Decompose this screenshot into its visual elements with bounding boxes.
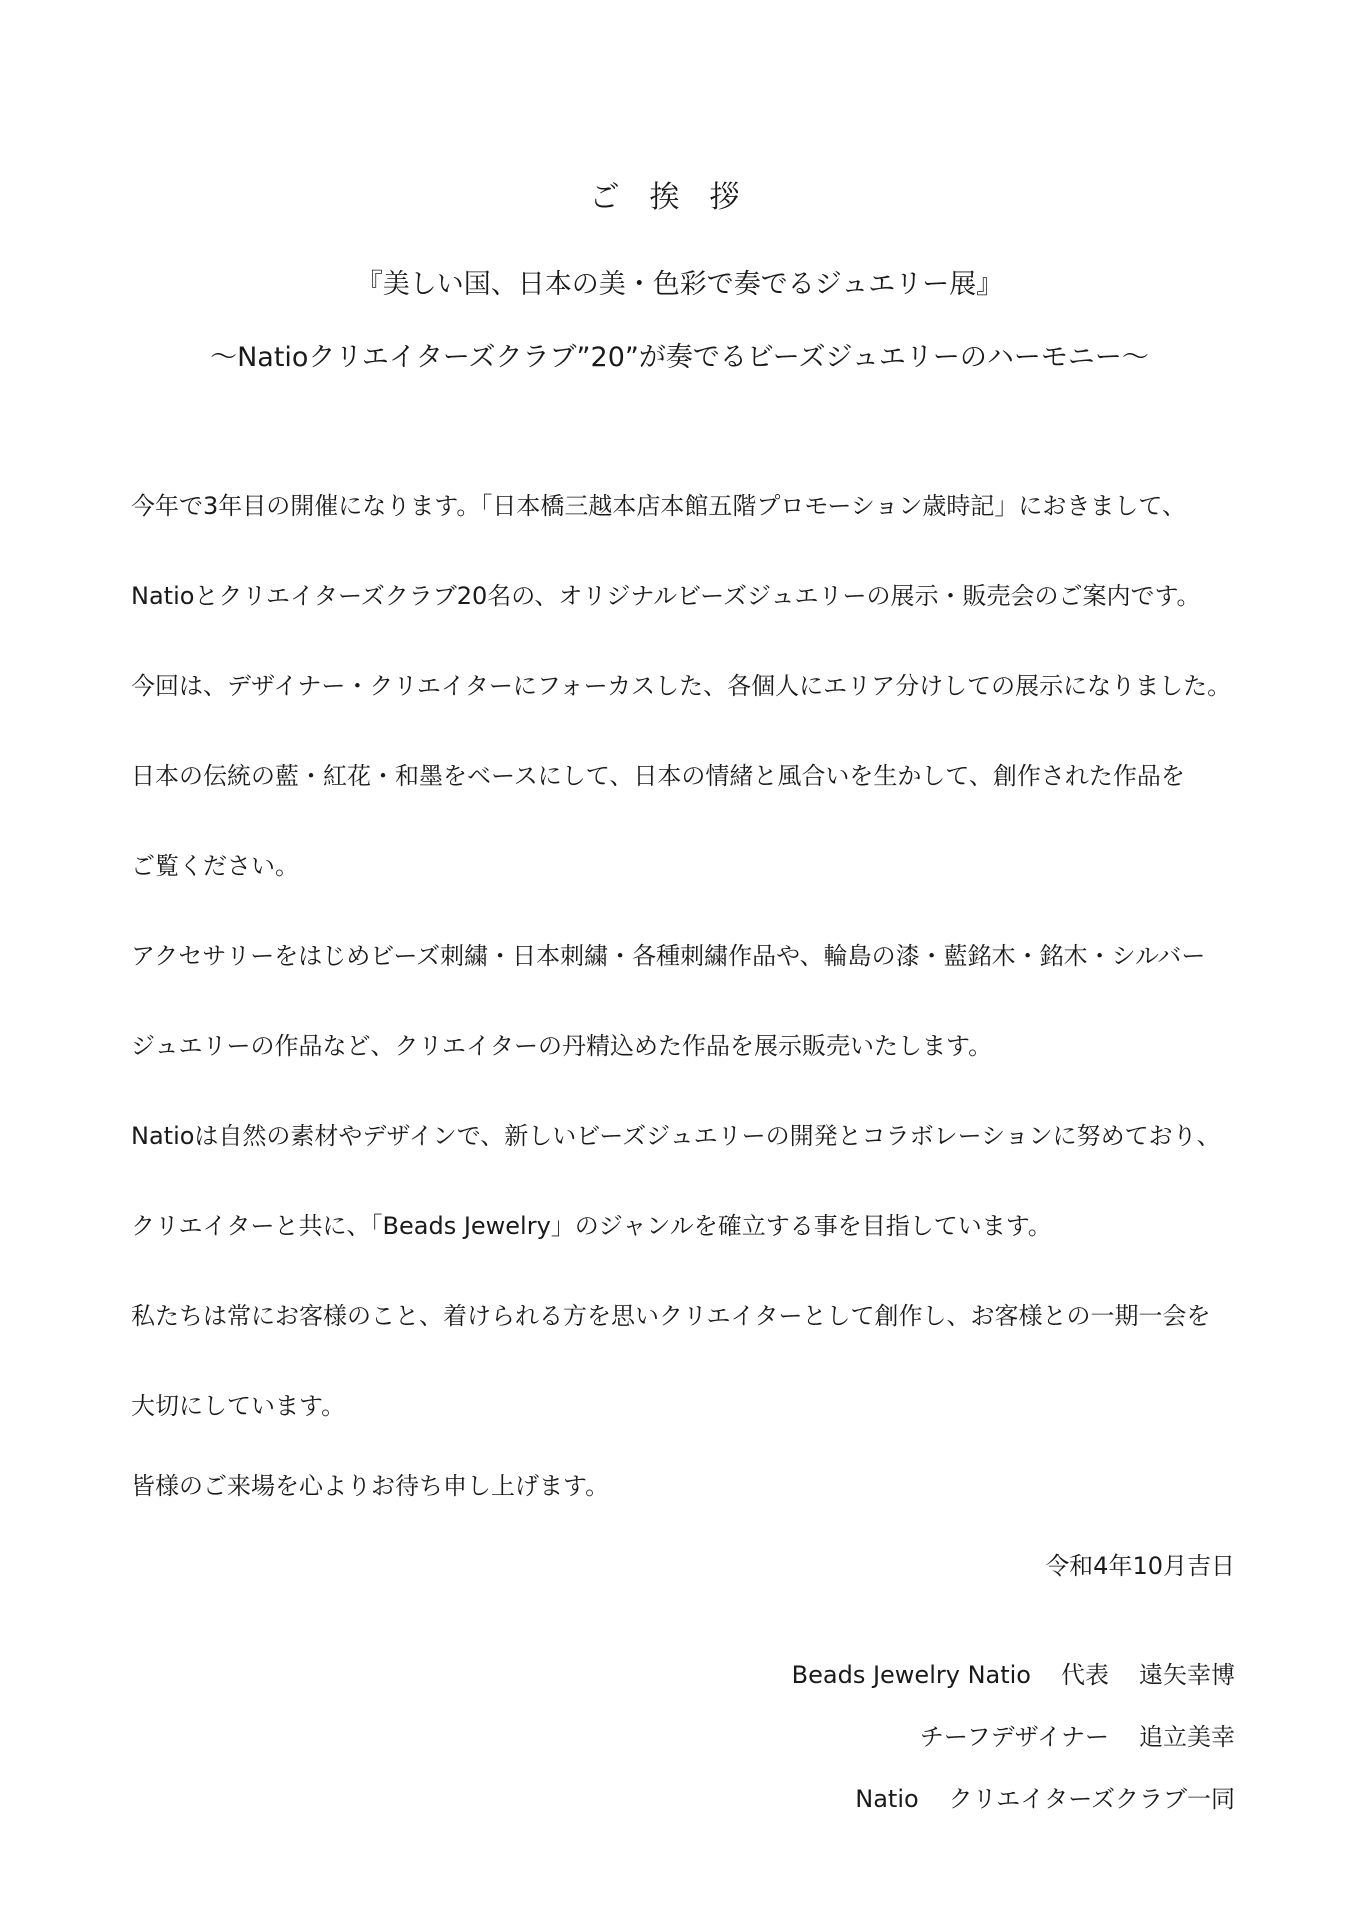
body-line: ご覧ください。 — [131, 852, 299, 880]
body-line: Natioとクリエイターズクラブ20名の、オリジナルビーズジュエリーの展示・販売会のご案内です。 — [131, 582, 1201, 610]
signature-role: チーフデザイナー — [919, 1723, 1109, 1751]
exhibition-title: 『美しい国、日本の美・色彩で奏でるジュエリー展』 — [355, 269, 1004, 300]
signature-role: 代表 — [1061, 1661, 1109, 1689]
body-line: ジュエリーの作品など、クリエイターの丹精込めた作品を展示販売いたします。 — [131, 1032, 993, 1060]
signature-representative — [792, 1657, 1235, 1693]
body-line: クリエイターと共に、「Beads Jewelry」のジャンルを確立する事を目指しています。 — [131, 1212, 1052, 1240]
signature-creators-club — [855, 1781, 1235, 1817]
body-line: 日本の伝統の藍・紅花・和墨をベースにして、日本の情緒と風合いを生かして、創作された作品を — [131, 762, 1185, 790]
body-line: 今年で3年目の開催になります。「日本橋三越本店本館五階プロモーション歳時記」におきまして、 — [131, 492, 1186, 520]
signature-org: Beads Jewelry Natio — [791, 1661, 1031, 1689]
signature-name: 遠矢幸博 — [1139, 1661, 1235, 1689]
closing-line: 皆様のご来場を心よりお待ち申し上げます。 — [131, 1472, 610, 1500]
body-line: 今回は、デザイナー・クリエイターにフォーカスした、各個人にエリア分けしての展示になりました。 — [131, 672, 1232, 700]
greeting-heading: ご挨拶 — [589, 180, 770, 215]
body-line: 大切にしています。 — [131, 1392, 346, 1420]
signature-name: 追立美幸 — [1139, 1723, 1235, 1751]
signature-org: Natio — [855, 1785, 919, 1813]
body-line: アクセサリーをはじめビーズ刺繍・日本刺繍・各種刺繍作品や、輪島の漆・藍銘木・銘木・シルバー — [131, 942, 1206, 970]
body-line: Natioは自然の素材やデザインで、新しいビーズジュエリーの開発とコラボレーションに努めており、 — [131, 1122, 1221, 1150]
body-line: 私たちは常にお客様のこと、着けられる方を思いクリエイターとして創作し、お客様との一期一会を — [131, 1302, 1211, 1330]
exhibition-subtitle: 〜Natioクリエイターズクラブ”20”が奏でるビーズジュエリーのハーモニー〜 — [210, 342, 1149, 373]
signature-name: クリエイターズクラブ一同 — [948, 1785, 1235, 1813]
document-date: 令和4年10月吉日 — [1045, 1552, 1235, 1580]
signature-chief-designer — [920, 1719, 1235, 1755]
